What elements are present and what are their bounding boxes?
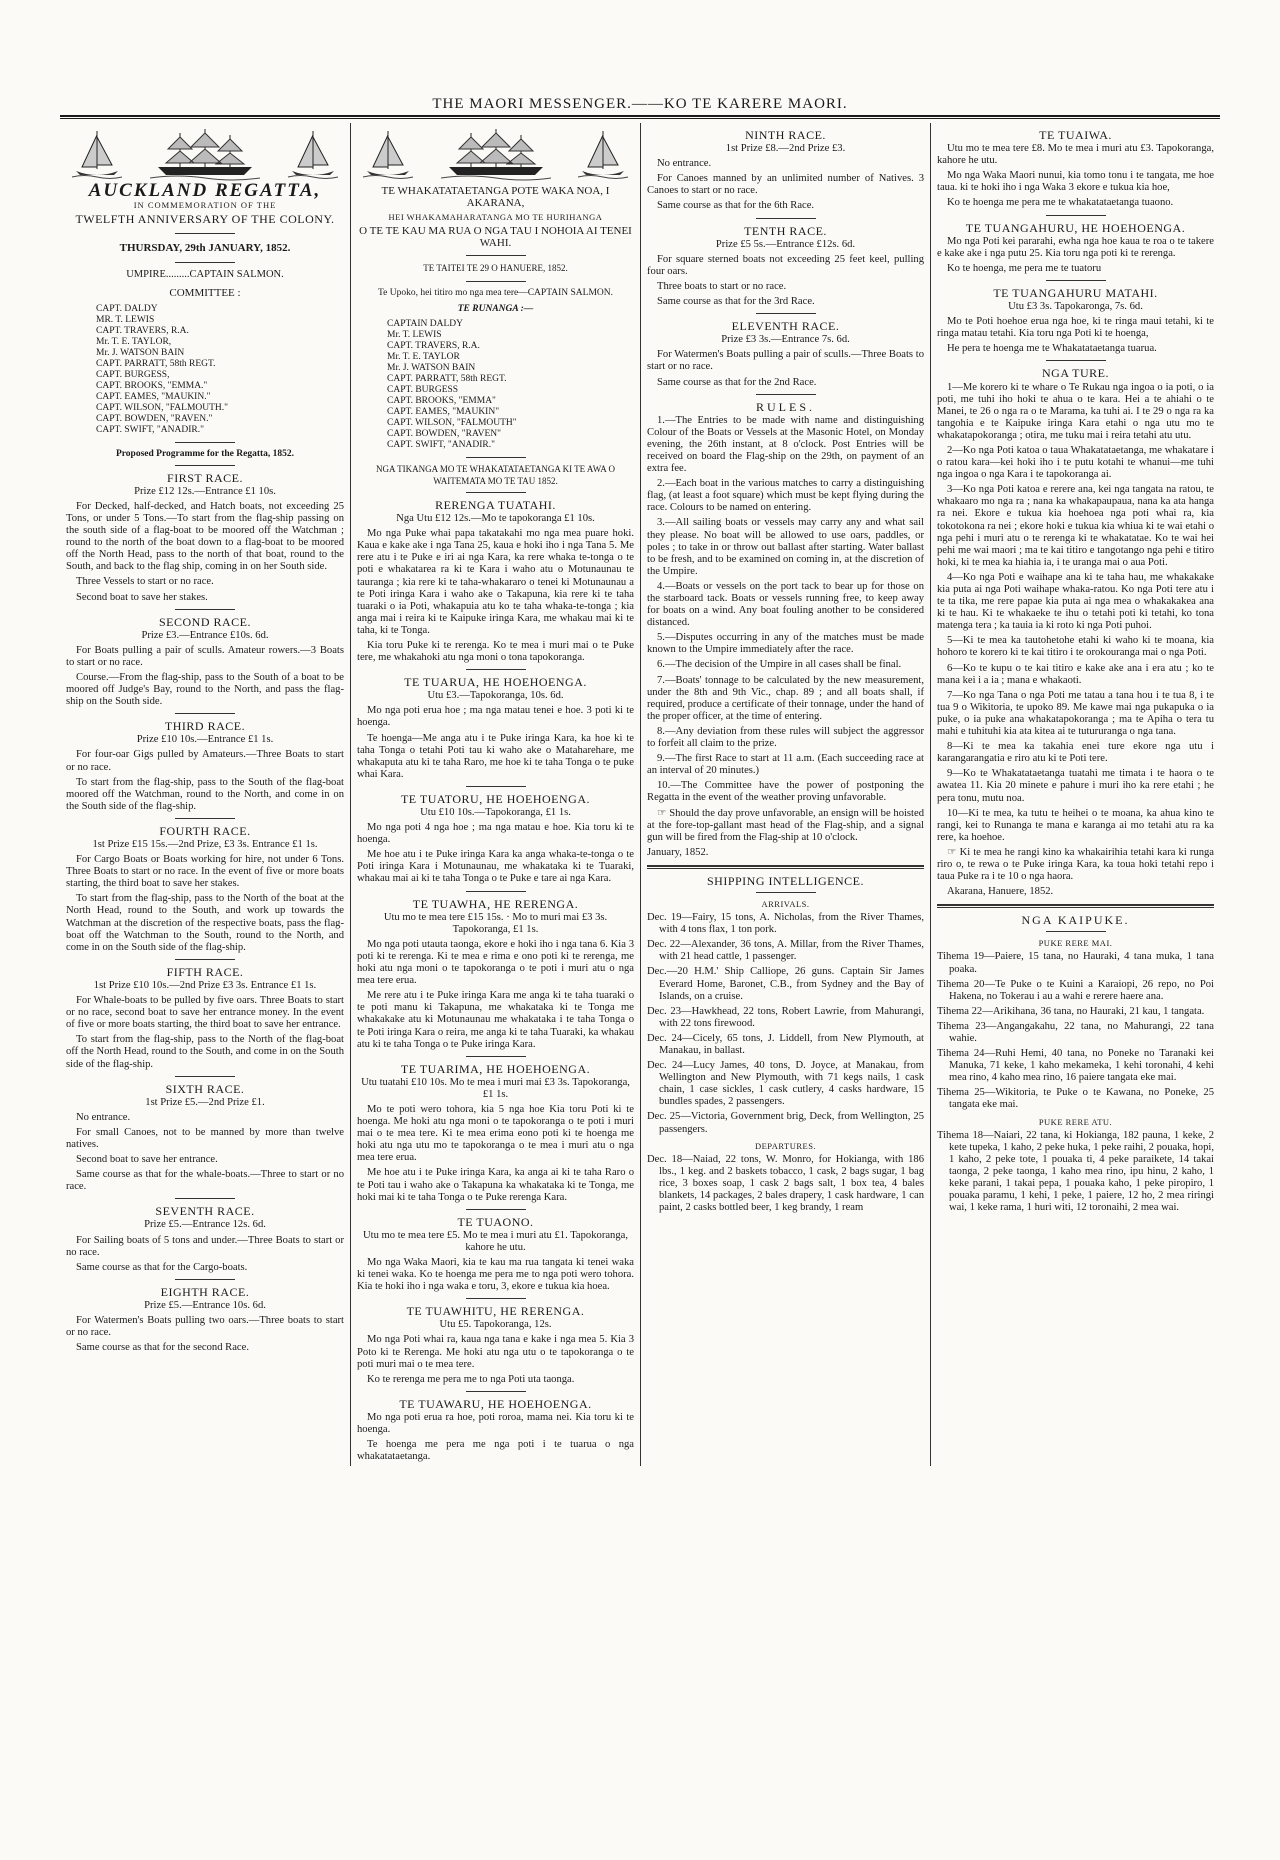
race-prize: Utu £5. Tapokoranga, 12s. <box>439 1319 552 1331</box>
committee-member: CAPT. BROOKS, "EMMA." <box>96 380 208 391</box>
divider <box>175 465 235 466</box>
rules-heading: RULES. <box>755 399 815 414</box>
ture-item: 8—Ki te mea ka takahia enei ture ekore nga utu i karangarangatia e riro atu ki te Poti tere. <box>937 741 1214 765</box>
kaipuke-heading: NGA KAIPUKE. <box>1021 913 1130 928</box>
departure-item: Dec. 18—Naiad, 22 tons, W. Monro, for Hokianga, with 186 lbs., 1 keg. and 2 baskets tobacco, 1 cask, 2 bags sugar, 1 bag rice, 3 boxes soap, 1 cask 2 bags salt, 1 box tea, 4 bales blankets, 14 packages, 2 bales drapery, 1 cask hardware, 1 can paint, 2 casks bottled beer, 1 keg brandy, 1 ream <box>647 1153 924 1214</box>
rule-item: 4.—Boats or vessels on the port tack to bear up for those on the starboard tack. Boats or vessels running free, to keep away for boats on a wind. Any boat fouling another to be considered distanced. <box>647 580 924 629</box>
arrival-item: Dec. 23—Hawkhead, 22 tons, Robert Lawrie, from Mahurangi, with 22 tons firewood. <box>647 1005 924 1029</box>
race-paragraph: Same course as that for the 2nd Race. <box>657 376 817 388</box>
race-paragraph: For square sterned boats not exceeding 25 feet keel, pulling four oars. <box>647 253 924 277</box>
race-paragraph: Te hoenga—Me anga atu i te Puke iringa Kara, ka hoe ki te taha Tonga o tetahi Poti tau ki waho ake o Mataharehare, me whakaputa atu ki te taha Raro, me hoe ki te taha Tonga o te puke whai Kara. <box>357 732 634 780</box>
divider <box>175 959 235 960</box>
race-paragraph: Same course as that for the 6th Race. <box>657 200 815 212</box>
ture-item: ☞ Ki te mea he rangi kino ka whakairihia tetahi kara ki runga riro o, te rewa o te Puke iringa Kara, ka toua hoki tetahi repo i taua Puke ra i te 10 o nga haora. <box>937 846 1214 883</box>
divider <box>466 255 526 256</box>
sailboat-icon <box>286 127 340 181</box>
race-prize: Nga Utu £12 12s.—Mo te tapokoranga £1 10s. <box>396 513 595 525</box>
maori-subtitle-2: O TE TE KAU MA RUA O NGA TAU I NOHOIA AI TENEI WAHI. <box>359 225 632 250</box>
ship-illustrations <box>70 125 340 181</box>
departures-list <box>647 1154 924 1214</box>
programme-heading: Proposed Programme for the Regatta, 1852. <box>115 448 295 459</box>
race-heading: THIRD RACE. <box>164 719 246 734</box>
divider <box>175 713 235 714</box>
ship-illustrations <box>361 125 630 181</box>
race-paragraph: For Canoes manned by an unlimited number of Natives. 3 Canoes to start or no race. <box>647 173 924 197</box>
race-paragraph: For Sailing boats of 5 tons and under.—Three Boats to start or no race. <box>66 1234 344 1258</box>
column-2 <box>350 123 640 1466</box>
race-paragraph: Mo nga poti erua hoe ; ma nga matau tenei e hoe. 3 poti ki te hoenga. <box>357 705 634 729</box>
race-heading: TE TUAIWA. <box>1039 128 1112 142</box>
race-paragraph: Ko te hoenga, me pera me te tuatoru <box>947 262 1102 274</box>
divider <box>466 1056 526 1057</box>
race-heading: ELEVENTH RACE. <box>731 319 840 334</box>
committee-member: CAPT. DALDY <box>96 303 158 314</box>
race-paragraph: Same course as that for the whale-boats.—Three to start or no race. <box>66 1169 344 1193</box>
race-heading: RERENGA TUATAHI. <box>435 497 556 512</box>
arrival-item: Dec. 24—Cicely, 65 tons, J. Liddell, from New Plymouth, at Manakau, in ballast. <box>647 1032 924 1056</box>
race-paragraph: Mo te Poti hoehoe erua nga hoe, ki te ringa maui tetahi, ki te ringa matau tetahi. Kia toru nga Poti ki te hoenga, <box>937 316 1214 340</box>
rule-item: 1.—The Entries to be made with name and distinguishing Colour of the Boats or Vessels at the Masonic Hotel, on Monday evening, the 26th instant, at 8 o'clock. Post Entries will be received on board the Flag-ship on the 29th, on payment of an extra fee. <box>647 414 924 475</box>
race-paragraph: Te hoenga me pera me nga poti i te tuarua o nga whakatataetanga. <box>357 1439 634 1463</box>
arrivals-heading: ARRIVALS. <box>761 898 810 909</box>
race-prize: 1st Prize £10 10s.—2nd Prize £3 3s. Entrance £1 1s. <box>93 979 317 991</box>
columns <box>60 123 1220 1466</box>
ture-heading: NGA TURE. <box>1042 366 1109 381</box>
divider <box>756 313 816 314</box>
race-list-continued <box>647 129 924 389</box>
rule-item: 5.—Disputes occurring in any of the matches must be made known to the Umpire immediately after the race. <box>647 632 924 656</box>
ture-item: 2—Ko nga Poti katoa o taua Whakatataetanga, me whakatare i o ratou kara—kei hoki iho i te putu kotahi te whanui—me tuhi nga ingoa o nga Kara i te tapokoranga ai. <box>937 444 1214 481</box>
regatta-date: THURSDAY, 29th JANUARY, 1852. <box>119 242 291 255</box>
ture-item: 1—Me korero ki te whare o Te Rukau nga ingoa o ia poti, o ia poti, me tuhi iho hoki te ahua o te kara. Hei a te ahiahi o te Manei, te 26 o nga ra o te Marama, ka tuhi ai. I te 29 o nga ra ka tangohia e te Kaipuke iringa Kara etahi o nga utu mo te whakatapokoranga ; otira, me tuku mai i reira tetahi atu utu. <box>937 381 1214 441</box>
regatta-subtitle-2: TWELFTH ANNIVERSARY OF THE COLONY. <box>75 212 335 227</box>
race-prize: Prize £3 3s.—Entrance 7s. 6d. <box>721 334 850 346</box>
arrivals-list <box>647 912 924 1136</box>
race-prize: Prize £10 10s.—Entrance £1 1s. <box>136 734 274 746</box>
rere-mai-item: Tihema 22—Arikihana, 36 tana, no Hauraki, 21 kau, 1 tangata. <box>937 1005 1205 1017</box>
race-heading: TENTH RACE. <box>744 223 827 238</box>
race-prize: Prize £5.—Entrance 12s. 6d. <box>144 1219 266 1231</box>
race-heading: TE TUAWHA, HE RERENGA. <box>412 896 579 911</box>
race-prize: Prize £12 12s.—Entrance £1 10s. <box>134 485 276 497</box>
ship-icon <box>441 127 551 181</box>
race-heading: TE TUAWARU, HE HOEHOENGA. <box>399 1396 592 1411</box>
ture-date: Akarana, Hanuere, 1852. <box>947 886 1054 898</box>
committee-list <box>96 304 344 436</box>
divider <box>466 891 526 892</box>
divider <box>466 457 526 458</box>
rule-item: 3.—All sailing boats or vessels may carry any and what sail they please. No boat will be allowed to use oars, paddles, or poles ; to take in or throw out ballast after starting. Water ballast to be fresh, and to be examined on coming in, at the discretion of the Umpire. <box>647 517 924 577</box>
committee-member: CAPT. PARRATT, 58th REGT. <box>387 373 507 384</box>
divider <box>756 218 816 219</box>
race-prize: Utu £3 3s. Tapokaronga, 7s. 6d. <box>1008 301 1143 313</box>
race-heading: TE TUAONO. <box>457 1214 534 1229</box>
rule-item: ☞ Should the day prove unfavorable, an ensign will be hoisted at the fore-top-gallant mast head of the Flag-ship, and a signal gun will be fired from the Flag-ship at 10 o'clock. <box>647 807 924 843</box>
race-paragraph: Mo nga Poti whai ra, kaua nga tana e kake i nga mea 5. Kia 3 Poto ki te Rerenga. Me hoki atu nga utu o te tapokoranga o te poti muri mai o te mea tere. <box>357 1334 634 1370</box>
divider <box>1046 360 1106 361</box>
ship-icon <box>150 127 260 181</box>
tikanga-heading: NGA TIKANGA MO TE WHAKATATAETANGA KI TE AWA O WAITEMATA MO TE TAU 1852. <box>376 463 615 486</box>
race-paragraph: Mo te poti wero tohora, kia 5 nga hoe Kia toru Poti ki te hoenga. Me hoki atu nga moni o te tapokoranga o te poti i muri mai o te mea tere. Ki te mea erima eono poti ki te hoenga me hoki atu nga utu mo te tapokoranga o te mea i muri atu o nga mea tere erua. <box>357 1103 634 1164</box>
divider <box>466 1391 526 1392</box>
divider <box>175 1076 235 1077</box>
race-paragraph: Mo nga Puke whai papa takatakahi mo nga mea puare hoki. Kaua e kake ake i nga Tana 25, kaua e hoki iho i nga Tana 5. Me rere atu i te Puke e iri ai nga Kara, ka rere whaka te-tonga o te poti e whakatarea ra ki te Kara i waho atu o Motunaunau te tauranga ; kia rere ki te taha-whakararo o tenei ki Motunaunau a te Poti iringa Kara i waho ake o Takapuna, kia rere ki te taha tuaraki o ia Poti, whakapuia atu ko te taha whaka-te-tonga ; kia anga mai i reira ki te Kaipuke iringa Kara, me whakau mai ki te taha, ki te Tonga. <box>357 528 634 636</box>
rule-item: 7.—Boats' tonnage to be calculated by the new measurement, under the 8th and 9th Vic., chap. 89 ; and all boats shall, if required, produce a certificate of their tonnage, under the hand of the proper officer, at the time of entering. <box>647 674 924 722</box>
race-paragraph: For Watermen's Boats pulling two oars.—Three boats to start or no race. <box>66 1315 344 1339</box>
race-paragraph: Same course as that for the 3rd Race. <box>657 296 815 308</box>
race-paragraph: Three boats to start or no race. <box>657 280 787 292</box>
race-paragraph: Mo nga poti utauta taonga, ekore e hoki iho i nga tana 6. Kia 3 poti ki te rerenga. Ki te mea e rima e ono poti ki te rerenga, me hoki atu nga moni o te tapokoranga o te poti i muri atu o nga mea tere erua. <box>357 938 634 987</box>
divider <box>756 394 816 395</box>
divider <box>466 281 526 282</box>
race-heading: FOURTH RACE. <box>159 823 251 838</box>
masthead-rule <box>60 115 1220 119</box>
ture-item: 5—Ki te mea ka tautohetohe etahi ki waho ki te moana, kia hohoro te korero ki te kai titiro i te orokouranga mai o nga Poti. <box>937 635 1214 659</box>
umpire: UMPIRE.........CAPTAIN SALMON. <box>126 269 284 281</box>
divider <box>175 818 235 819</box>
column-3 <box>640 123 930 1466</box>
committee-member: CAPT. BOWDEN, "RAVEN" <box>387 428 502 439</box>
race-paragraph: Me hoe atu i te Puke iringa Kara, ka anga ai ki te taha Raro o te Poti tau i waho ake o Takapuna ka whakataka ki te Tonga, me hoki mai ki te taha Tonga o te Puke rerenga Kara. <box>357 1167 634 1203</box>
committee-member: MR. T. LEWIS <box>96 314 155 325</box>
committee-member: Mr. T. E. TAYLOR <box>387 351 460 362</box>
committee-member: CAPT. WILSON, "FALMOUTH" <box>387 417 517 428</box>
rules-date: January, 1852. <box>647 846 709 858</box>
committee-member: Mr. J. WATSON BAIN <box>387 362 476 373</box>
committee-heading: COMMITTEE : <box>169 287 241 300</box>
race-paragraph: He pera te hoenga me te Whakatataetanga tuarua. <box>947 343 1157 355</box>
race-prize: Utu £3.—Tapokoranga, 10s. 6d. <box>427 690 564 702</box>
ture-item: 10—Ki te mea, ka tutu te heihei o te moana, ka ahua kino te rangi, kei to Runanga te mana e karanga ai mo tetahi atu ra ka rere, ka hoehoe. <box>937 807 1214 843</box>
rere-mai-item: Tihema 24—Ruhi Hemi, 40 tana, no Poneke no Taranaki kei Manuka, 71 keke, 1 kaho mekameka, 1 kehi toronahi, 4 kehi mea rino, 4 kaho mea rino, 16 paiere tangata eke mai. <box>937 1048 1214 1084</box>
race-paragraph: Utu mo te mea tere £8. Mo te mea i muri atu £3. Tapokoranga, kahore he utu. <box>937 143 1214 167</box>
rule-item: 9.—The first Race to start at 11 a.m. (Each succeeding race at an interval of 20 minutes.) <box>647 753 924 777</box>
committee-member: Mr. T. LEWIS <box>387 329 442 340</box>
race-heading: TE TUANGAHURU MATAHI. <box>993 285 1158 300</box>
sailboat-icon <box>576 127 630 181</box>
race-paragraph: No entrance. <box>76 1111 131 1123</box>
rule-item: 10.—The Committee have the power of postponing the Regatta in the event of the weather proving unfavorable. <box>647 780 924 804</box>
rere-atu-list <box>937 1130 1214 1215</box>
race-paragraph: Me hoe atu i te Puke iringa Kara ka anga whaka-te-tonga o te Poti iringa Kara i Motunaunau, me whakataka ki te Tuaraki, whakau mai ai ki te taha Tonga o te Puke e tare ai nga Kara. <box>357 849 634 885</box>
race-paragraph: For Whale-boats to be pulled by five oars. Three Boats to start or no race, second boat to save her entrance money. In the event of five or more boats starting, the third boat to save her entrance. <box>66 995 344 1031</box>
race-paragraph: Mo nga Waka Maori nunui, kia tomo tonu i te tangata, me hoe taua. ki te hoki iho i nga Waka 3 ekore e tukua kia hoe, <box>937 170 1214 194</box>
race-heading: EIGHTH RACE. <box>160 1284 250 1299</box>
race-paragraph: No entrance. <box>657 158 712 170</box>
ture-item: 6—Ko te kupu o te kai titiro e kake ake ana i era atu ; ko te mana kei i a ia ; mana e whakaoti. <box>937 662 1214 686</box>
arrival-item: Dec. 22—Alexander, 36 tons, A. Millar, from the River Thames, with 21 head cattle, 1 passenger. <box>647 939 924 963</box>
rere-mai-item: Tihema 20—Te Puke o te Kuini a Karaiopi, 26 repo, no Poi Hakena, no Tokerau i au a wahi e rerere haere ana. <box>937 978 1214 1002</box>
regatta-subtitle: IN COMMEMORATION OF THE <box>133 200 277 211</box>
divider <box>466 669 526 670</box>
race-heading: SEVENTH RACE. <box>155 1204 255 1219</box>
runanga-list <box>387 319 634 451</box>
race-prize: Utu mo te mea tere £5. Mo te mea i muri atu £1. Tapokoranga, kahore he utu. <box>362 1229 628 1253</box>
race-paragraph: For small Canoes, not to be manned by more than twelve natives. <box>66 1126 344 1150</box>
maori-race-list <box>357 499 634 1463</box>
race-paragraph: To start from the flag-ship, pass to the North of the boat at the North Head, round to the South, and work up towards the Watchman at the discretion of the respective boats, pass the flag-boat off the Watchman to the South, round to the North, and come in on the South side of the flag-ship. <box>66 893 344 953</box>
divider <box>466 786 526 787</box>
race-prize: 1st Prize £15 15s.—2nd Prize, £3 3s. Entrance £1 1s. <box>92 839 318 850</box>
divider <box>1046 931 1106 932</box>
divider <box>175 609 235 610</box>
race-heading: TE TUARUA, HE HOEHOENGA. <box>404 675 587 690</box>
divider <box>1046 215 1106 216</box>
race-paragraph: Me rere atu i te Puke iringa Kara me anga ki te taha tuaraki o te poti manu ki Takapuna, me whakataka ki te Tonga me whakakake atu ki Motunaunau me whakataka i te taha Tonga o te Poti iringa Kara o reira, me anga ki te taha Tuaraki, ka whakau atu ki te taha Tonga o te Puke iringa Kara. <box>357 990 634 1050</box>
section-rule <box>937 904 1214 908</box>
race-paragraph: To start from the flag-ship, pass to the North of the flag-boat off the North Head, round to the South, and come in on the South side of the flag-ship. <box>66 1034 344 1070</box>
divider <box>175 262 235 263</box>
arrival-item: Dec. 25—Victoria, Government brig, Deck, from Wellington, 25 passengers. <box>647 1111 924 1135</box>
divider <box>756 892 816 893</box>
race-paragraph: For four-oar Gigs pulled by Amateurs.—Three Boats to start or no race. <box>66 749 344 773</box>
rere-atu-heading: PUKE RERE ATU. <box>1038 1116 1113 1127</box>
maori-subtitle: HEI WHAKAMAHARATANGA MO TE HURIHANGA <box>388 212 603 223</box>
race-prize: Prize £5 5s.—Entrance £12s. 6d. <box>715 238 856 250</box>
race-list <box>66 472 344 1355</box>
race-paragraph: For Watermen's Boats pulling a pair of sculls.—Three Boats to start or no race. <box>647 349 924 373</box>
race-paragraph: For Cargo Boats or Boats working for hire, not under 6 Tons. Three Boats to start or no race. In the event of five or more boats starting, the third boat to save her stakes. <box>66 854 344 890</box>
column-1 <box>60 123 350 1466</box>
ture-list <box>937 382 1214 884</box>
committee-member: CAPT. TRAVERS, R.A. <box>387 340 480 351</box>
race-paragraph: Ko te hoenga me pera me te whakatataetanga tuaono. <box>947 197 1174 209</box>
section-rule <box>647 865 924 869</box>
rere-mai-item: Tihema 23—Angangakahu, 22 tana, no Mahurangi, 22 tana wahie. <box>937 1020 1214 1044</box>
race-paragraph: Course.—From the flag-ship, pass to the South of a boat to be moored off Judge's Bay, round to the North, and pass the flag-ship on the South side. <box>66 671 344 708</box>
race-paragraph: Second boat to save her stakes. <box>76 591 208 603</box>
committee-member: CAPT. BROOKS, "EMMA" <box>387 395 496 406</box>
race-paragraph: Mo nga poti 4 nga hoe ; ma nga matau e hoe. Kia toru ki te hoenga. <box>357 822 634 846</box>
divider <box>466 492 526 493</box>
committee-member: CAPT. EAMES, "MAUKIN" <box>387 406 500 417</box>
race-heading: FIFTH RACE. <box>166 964 244 979</box>
sailboat-icon <box>70 127 124 181</box>
rere-mai-list <box>937 951 1214 1111</box>
rule-item: 2.—Each boat in the various matches to carry a distinguishing flag, (at least a foot square) which must be kept flying during the race. Colours to be named on entering. <box>647 478 924 514</box>
race-paragraph: Second boat to save her entrance. <box>76 1154 218 1166</box>
rere-mai-item: Tihema 19—Paiere, 15 tana, no Hauraki, 4 tana muka, 1 tana poaka. <box>937 951 1214 975</box>
race-paragraph: Kia toru Puke ki te rerenga. Ko te mea i muri mai o te Puke tere, me whakahoki atu nga moni o tona tapokoranga. <box>357 639 634 664</box>
race-paragraph: Three Vessels to start or no race. <box>76 576 214 588</box>
committee-member: CAPT. WILSON, "FALMOUTH." <box>96 402 229 413</box>
race-paragraph: Same course as that for the second Race. <box>76 1342 249 1354</box>
rere-mai-item: Tihema 25—Wikitoria, te Puke o te Kawana, no Poneke, 25 tangata eke mai. <box>937 1087 1214 1111</box>
regatta-title: AUCKLAND REGATTA, <box>88 180 322 201</box>
divider <box>175 442 235 443</box>
race-paragraph: For Boats pulling a pair of sculls. Amateur rowers.—3 Boats to start or no race. <box>66 644 344 668</box>
ture-item: 9—Ko te Whakatataetanga tuatahi me timata i te haora o te awatea 11. Kia 20 minete e pahure i muri iho ka rere etahi ; he pera tonu, mutu noa. <box>937 768 1214 804</box>
committee-member: CAPT. SWIFT, "ANADIR." <box>387 439 495 450</box>
race-heading: TE TUAWHITU, HE RERENGA. <box>406 1304 585 1319</box>
rere-mai-heading: PUKE RERE MAI. <box>1038 938 1113 949</box>
divider <box>1046 280 1106 281</box>
divider <box>466 1298 526 1299</box>
race-prize: 1st Prize £5.—2nd Prize £1. <box>145 1096 265 1108</box>
race-prize: 1st Prize £8.—2nd Prize £3. <box>725 143 846 155</box>
race-heading: SECOND RACE. <box>158 614 251 629</box>
race-prize: Prize £3.—Entrance £10s. 6d. <box>141 629 269 641</box>
column-4 <box>930 123 1220 1466</box>
divider <box>175 1279 235 1280</box>
departures-heading: DEPARTURES. <box>754 1140 817 1151</box>
race-paragraph: For Decked, half-decked, and Hatch boats, not exceeding 25 Tons, or under 5 Tons.—To start from the flag-ship passing on the south side of a flag-boat to be moored off the Watchman ; round to the north of the boat down to a flag-boat to be moored off the North Head, pass to the north of that boat, round to the South, and back to the flag ship, coming in on her South side. <box>66 500 344 573</box>
rules-list <box>647 415 924 844</box>
committee-member: CAPT. EAMES, "MAUKIN." <box>96 391 211 402</box>
race-heading: TE TUATORU, HE HOEHOENGA. <box>400 791 591 806</box>
race-paragraph: Same course as that for the Cargo-boats. <box>76 1261 248 1273</box>
race-prize: Utu £10 10s.—Tapokoranga, £1 1s. <box>420 807 571 818</box>
race-paragraph: Mo nga Poti kei pararahi, ewha nga hoe kaua te roa o te takere e kake ake i nga putu 25. Kia toru nga poti ki te rerenga. <box>937 235 1214 259</box>
race-heading: SIXTH RACE. <box>165 1081 245 1096</box>
arrival-item: Dec. 19—Fairy, 15 tons, A. Nicholas, from the River Thames, with 4 tons flax, 1 ton pork. <box>647 912 924 936</box>
committee-member: CAPT. TRAVERS, R.A. <box>96 325 189 336</box>
race-paragraph: To start from the flag-ship, pass to the South of the flag-boat moored off the Watchman, round to the North, and come in on the South side of the flag-ship. <box>66 776 344 812</box>
rule-item: 8.—Any deviation from these rules will subject the aggressor to forfeit all claim to the prize. <box>647 725 924 750</box>
maori-date: TE TAITEI TE 29 O HANUERE, 1852. <box>423 263 568 274</box>
race-heading: FIRST RACE. <box>167 470 243 485</box>
committee-member: CAPTAIN DALDY <box>387 318 464 329</box>
race-prize: Utu tuatahi £10 10s. Mo te mea i muri mai £3 3s. Tapokoranga, £1 1s. <box>361 1076 630 1100</box>
ture-item: 4—Ko nga Poti e waihape ana ki te taha hau, me whakakake kia puta ai nga Poti waihape whaka-ratou. Ko nga Poti tere atu i te ta tika, me rere papae kia puta ai nga mea o whakakakea ana ki te hau. Ki te whakaeke te ihu o tetahi poti ki tetahi, ko tona matenga tera ; ka tauia ia ki roto ki nga Poti puhoi. <box>937 571 1214 632</box>
shipping-heading: SHIPPING INTELLIGENCE. <box>707 873 864 888</box>
race-heading: TE TUANGAHURU, HE HOEHOENGA. <box>965 220 1186 235</box>
maori-umpire: Te Upoko, hei titiro mo nga mea tere—CAPTAIN SALMON. <box>378 287 613 298</box>
committee-member: CAPT. PARRATT, 58th REGT. <box>96 358 216 369</box>
committee-member: Mr. J. WATSON BAIN <box>96 347 185 358</box>
race-heading: TE TUARIMA, HE HOEHOENGA. <box>400 1061 591 1076</box>
maori-title: TE WHAKATATAETANGA POTE WAKA NOA, I AKARANA, <box>381 185 610 210</box>
divider <box>175 233 235 234</box>
race-prize: Utu mo te mea tere £15 15s. · Mo to muri mai £3 3s. Tapokoranga, £1 1s. <box>383 911 608 935</box>
race-paragraph: Mo nga Waka Maori, kia te kau ma rua tangata ki tenei waka ki tenei waka. Ko te hoenga me pera me to nga poti wero tohora. Kia te hoki iho i nga waka e toru, 3, ekore e tukua kia hoea. <box>357 1257 634 1293</box>
committee-member: CAPT. SWIFT, "ANADIR." <box>96 424 204 435</box>
divider <box>175 1198 235 1199</box>
runanga-heading: TE RUNANGA :— <box>457 303 534 314</box>
race-paragraph: Mo nga poti erua ra hoe, poti roroa, mama nei. Kia toru ki te hoenga. <box>357 1411 634 1436</box>
rere-atu-item: Tihema 18—Naiari, 22 tana, ki Hokianga, 182 pauna, 1 keke, 2 kete tupeka, 1 kaho, 2 peke huka, 1 peke raihi, 2 pouaka, hopi, 1 kaho, 2 peke tote, 1 pouaka ti, 4 peke paraikete, 14 takai taonga, 2 peke taonga, 1 kaho mea rino, ipu hinu, 2 kaho, 1 keke parani, 1 takai pepa, 1 pouaka kaho, 1 peke piropiro, 1 pouaka paramu, 1 kehi, 1 peke, 1 paiere, 12 ho, 2 mea riringi wai, 1 keke rama, 1 huri witi, 12 toronaihi, 2 mea wai. <box>937 1129 1214 1214</box>
arrival-item: Dec. 24—Lucy James, 40 tons, D. Joyce, at Manakau, from Wellington and New Plymouth, with 71 kegs nails, 1 cask chain, 1 case sickles, 1 cask cutlery, 4 casks hardware, 15 bundles spades, 2 passengers. <box>647 1060 924 1108</box>
ture-item: 3—Ko nga Poti katoa e rerere ana, kei nga tangata na ratou, te whakaaro mo nga ra ; nana ka whakapaupaua, nana ka ata hanga ra nei. Ekore e tukua kia hoehoea nga poti whai ra, kia tokotokona ra nei ; ekore hoki e tukua kia whiua ki te wai etahi o nga pehi i muri atu o te rerenga ki te whakatatae. Ko te wai hei pehi me wai maori ; ma te kai titiro e tangotango nga pehi e titiro hoki, ki te mea ka hiahia ia, i te uranga mai o aua Poti. <box>937 484 1214 568</box>
race-heading: NINTH RACE. <box>745 128 826 142</box>
ture-item: 7—Ko nga Tana o nga Poti me tatau a tana hou i te tua 8, i te tua 9 o Wikitoria, te upoko 89. Me kawe mai nga pukapuka o ia puke, o ia puke ana whakatapokoranga ; ma te Apiha o tera tu mahi e tuhituhi kia ata kitea ai te tutururanga o nga tana. <box>937 689 1214 738</box>
sailboat-icon <box>361 127 415 181</box>
rule-item: 6.—The decision of the Umpire in all cases shall be final. <box>657 659 902 671</box>
arrival-item: Dec.—20 H.M.' Ship Calliope, 26 guns. Captain Sir James Everard Home, Baronet, C.B., from Sydney and the Bay of Islands, on a cruise. <box>647 966 924 1002</box>
committee-member: Mr. T. E. TAYLOR, <box>96 336 172 347</box>
race-prize: Prize £5.—Entrance 10s. 6d. <box>144 1299 266 1311</box>
masthead: THE MAORI MESSENGER.——KO TE KARERE MAORI. <box>432 96 848 112</box>
committee-member: CAPT. BURGESS <box>387 384 459 395</box>
race-paragraph: Ko te rerenga me pera me to nga Poti uta taonga. <box>367 1373 575 1385</box>
divider <box>466 1209 526 1210</box>
maori-race-list-continued <box>937 129 1214 355</box>
committee-member: CAPT. BURGESS, <box>96 369 170 380</box>
committee-member: CAPT. BOWDEN, "RAVEN." <box>96 413 213 424</box>
